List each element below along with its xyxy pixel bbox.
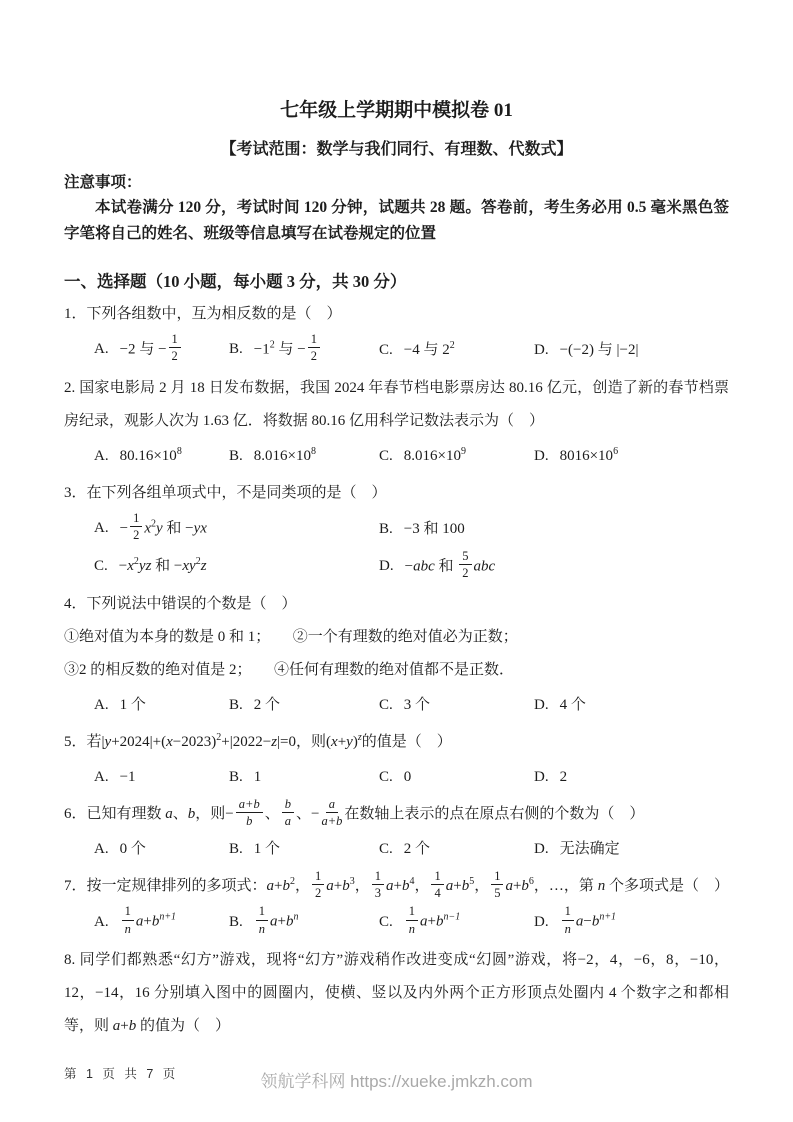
text-run: 1．下列各组数中，互为相反数的是（ ） [64, 306, 342, 322]
text-run: ①绝对值为本身的数是 0 和 1； ②一个有理数的绝对值必为正数； [64, 629, 518, 646]
math-run: a [445, 878, 454, 895]
fraction-denominator: 2 [133, 528, 140, 543]
text-run: ， [118, 985, 135, 1001]
text-run: 、 [295, 806, 311, 823]
fraction-numerator: 5 [459, 549, 471, 565]
option-label: A. [94, 913, 109, 930]
math-run: z [271, 734, 278, 751]
text-run: 分别填入图中的圆圈内，使横、竖以及内外两个正方形顶点处圈内 4 个数字之和都相等，则 [64, 985, 729, 1034]
text-run: 1 个 [253, 841, 281, 858]
fraction-numerator: b [282, 797, 294, 813]
text-run: 在数轴上表示的点在原点右侧的个数为（ ） [344, 806, 645, 823]
question [64, 726, 729, 795]
math-run: x [331, 734, 338, 751]
math-run: a [135, 913, 144, 930]
text-run: 、 [172, 806, 188, 823]
fraction-numerator: 1 [312, 869, 324, 885]
math-run: − [583, 913, 592, 930]
text-run: 2 个 [253, 697, 281, 714]
math-run: y [104, 734, 112, 751]
math-run: x [144, 520, 151, 537]
superscript: n+1 [159, 911, 177, 923]
question-stem [64, 944, 729, 1043]
text-run: ，则 [195, 806, 226, 823]
option-label: B. [229, 341, 243, 358]
fraction-numerator: a+b [236, 797, 263, 813]
fraction-numerator: 1 [491, 869, 503, 885]
math-run: − [225, 806, 234, 823]
math-run: x [166, 734, 173, 751]
math-run: 8.016×10 [403, 447, 461, 464]
option-label: B. [229, 769, 243, 786]
math-run: −3 [403, 520, 420, 537]
fraction-denominator: a+b [321, 814, 343, 829]
option-label: D. [534, 769, 549, 786]
fraction [122, 904, 134, 936]
math-run: + [143, 913, 152, 930]
math-run: +2024|+( [111, 734, 167, 751]
text-run: 2. 国家电影局 2 月 18 日发布数据，我国 2024 年春节档电影票房达 80.16 亿元，创造了新的春节档票房纪录，观影人次为 1.63 亿．将数据 80.16 亿用科学记数法表示为（ ） [64, 379, 729, 429]
option [94, 903, 229, 941]
math-run: −2023) [172, 734, 217, 751]
text-run: ， [593, 952, 610, 968]
question-options [64, 831, 729, 867]
fraction-numerator: 1 [406, 904, 418, 920]
option [379, 687, 534, 723]
option-label: D. [379, 557, 394, 574]
question [64, 477, 729, 586]
math-run: −2 [577, 952, 594, 968]
math-run: 80.16×10 [119, 447, 177, 464]
text-run: 4 个 [559, 697, 586, 714]
math-run: 16 [134, 985, 150, 1001]
math-run: 1 [253, 769, 262, 786]
math-run: a [505, 878, 513, 895]
fraction-denominator: a [284, 814, 291, 829]
text-run: ， [354, 878, 370, 895]
questions-container [64, 298, 729, 1043]
option-label: B. [229, 841, 243, 858]
superscript: 2 [289, 876, 295, 888]
math-run: b [521, 878, 529, 895]
fraction-denominator: b [246, 814, 253, 829]
math-run: b [187, 806, 196, 823]
math-run: ( [326, 734, 332, 751]
math-run: −4 [403, 341, 420, 358]
question-options [64, 759, 729, 795]
fraction [431, 869, 443, 901]
option-label: C. [94, 558, 108, 575]
math-run: ) [352, 734, 358, 751]
fraction-denominator: n [258, 921, 266, 936]
text-run: 的值是（ ） [361, 734, 452, 751]
superscript: n [293, 911, 299, 923]
math-run: − [173, 558, 183, 575]
math-run: −1 [119, 769, 136, 786]
math-run: 2 [559, 769, 568, 786]
question-stem [64, 798, 729, 831]
question-stem [64, 372, 729, 438]
math-run: b [151, 913, 160, 930]
question-stem [64, 588, 729, 621]
option [229, 831, 379, 867]
question-subline [64, 621, 729, 654]
text-run: 1 个 [119, 697, 146, 714]
math-run: b [342, 878, 350, 895]
math-run: −2 [119, 341, 136, 358]
text-run: ，则 [296, 734, 327, 751]
math-run: n [597, 878, 606, 895]
superscript: 3 [349, 876, 355, 888]
option [229, 759, 379, 795]
footer-page-number: 第 1 页 共 7 页 [64, 1067, 179, 1081]
superscript: z [357, 732, 362, 744]
math-run: + [453, 878, 462, 895]
option [534, 759, 729, 795]
text-run: 、 [264, 806, 280, 823]
math-run: b [285, 913, 294, 930]
option-label: D. [534, 447, 549, 464]
option [379, 759, 534, 795]
math-run: 8 [666, 952, 674, 968]
superscript: n+1 [599, 911, 617, 923]
math-run: + [333, 878, 343, 895]
option [379, 831, 534, 867]
option-label: A. [94, 447, 109, 464]
math-run: + [427, 913, 436, 930]
exam-scope-subtitle: 【考试范围：数学与我们同行、有理数、代数式】 [220, 141, 573, 158]
fraction-denominator: 3 [374, 886, 381, 901]
math-run: 8016×10 [559, 447, 614, 464]
superscript: 5 [469, 876, 475, 888]
question [64, 944, 729, 1043]
fraction-numerator: 1 [431, 869, 443, 885]
math-run: 8.016×10 [253, 447, 311, 464]
footer-watermark: 领航学科网 https://xueke.jmkzh.com [260, 1072, 533, 1091]
text-run: ， [673, 952, 690, 968]
math-run: yx [193, 520, 207, 537]
math-run: a [326, 878, 334, 895]
math-run: 2 [442, 341, 450, 358]
option-label: C. [379, 913, 393, 930]
text-run: 8. 同学们都熟悉“幻方”游戏，现将“幻方”游戏稍作改进变成“幻圆”游戏，将 [64, 952, 578, 968]
question-stem [64, 477, 729, 510]
option-label: B. [229, 913, 243, 930]
fraction [562, 904, 574, 936]
option [534, 438, 729, 474]
question-options [64, 687, 729, 723]
text-run: 无法确定 [559, 841, 620, 858]
math-run: a [575, 913, 584, 930]
math-run: − [158, 341, 167, 358]
text-run: ③2 的相反数的绝对值是 2； ④任何有理数的绝对值都不是正数． [64, 662, 515, 679]
superscript: 8 [310, 445, 316, 457]
math-run: a [112, 1018, 121, 1034]
option [94, 438, 229, 474]
option-label: A. [94, 841, 109, 858]
math-run: − [185, 520, 194, 537]
question [64, 798, 729, 867]
question [64, 588, 729, 723]
superscript: 2 [133, 556, 139, 568]
math-run: −14 [95, 985, 119, 1001]
math-run: a [270, 913, 278, 930]
question [64, 372, 729, 474]
fraction [459, 549, 471, 581]
option [94, 548, 379, 584]
text-run: ， [474, 878, 490, 895]
text-run: ， [617, 952, 634, 968]
fraction-denominator: n [408, 921, 416, 936]
math-run: x [127, 558, 134, 575]
option-label: B. [229, 447, 243, 464]
superscript: 2 [195, 556, 201, 568]
fraction-denominator: 2 [171, 349, 178, 364]
text-run: 与 [274, 341, 298, 358]
question-options [64, 903, 729, 941]
fraction-numerator: 1 [169, 332, 181, 348]
option-label: B. [379, 520, 393, 537]
superscript: 2 [449, 339, 455, 351]
math-run: y [155, 520, 163, 537]
question-stem [64, 726, 729, 759]
math-run: b [591, 913, 600, 930]
option [94, 687, 229, 723]
text-run: 3 个 [403, 697, 431, 714]
superscript: 9 [460, 445, 466, 457]
section-heading: 一、选择题（10 小题，每小题 3 分，共 30 分） [64, 272, 407, 291]
text-run: 6．已知有理数 [64, 806, 166, 823]
option-label: D. [534, 841, 549, 858]
math-run: | [101, 734, 105, 751]
math-run: + [120, 1018, 129, 1034]
fraction [256, 904, 268, 936]
math-run: y [346, 734, 353, 751]
text-run: 的值为（ ） [136, 1018, 230, 1034]
fraction [491, 869, 503, 901]
text-run: 和 [419, 520, 443, 537]
fraction-denominator: n [124, 921, 131, 936]
math-run: |−2| [616, 341, 639, 358]
text-run: ，…，第 [533, 878, 598, 895]
text-run: 和 [151, 558, 174, 575]
option-label: C. [379, 769, 393, 786]
option [229, 331, 379, 369]
question [64, 870, 729, 941]
math-run: −1 [253, 341, 270, 358]
option-label: A. [94, 520, 109, 537]
superscript: 2 [216, 732, 222, 744]
option-label: B. [229, 697, 243, 714]
notice-label: 注意事项： [64, 174, 142, 191]
notice-body: 本试卷满分 120 分，考试时间 120 分钟，试题共 28 题。答卷前，考生务必用 0.5 毫米黑色签字笔将自己的姓名、班级等信息填写在试卷规定的位置 [64, 199, 729, 242]
fraction-denominator: n [564, 921, 571, 936]
superscript: 6 [613, 445, 619, 457]
fraction [236, 797, 263, 829]
math-run: 0 [403, 769, 412, 786]
fraction-numerator: 1 [308, 332, 320, 348]
fraction-denominator: 5 [494, 886, 501, 901]
text-run: 2 个 [403, 841, 431, 858]
math-run: b [435, 913, 444, 930]
math-run: − [119, 520, 129, 537]
question [64, 298, 729, 369]
math-run: yz [138, 558, 152, 575]
math-run: + [512, 878, 522, 895]
math-run: a [266, 878, 275, 895]
option [534, 831, 729, 867]
text-run: 和 [434, 557, 458, 574]
option [379, 548, 729, 586]
math-run: abc [473, 557, 496, 574]
option-label: C. [379, 841, 393, 858]
option [534, 332, 729, 368]
option-label: D. [534, 697, 549, 714]
math-run: −(−2) [559, 341, 595, 358]
option [94, 331, 229, 369]
option [229, 438, 379, 474]
question-options [64, 438, 729, 474]
option [534, 903, 729, 941]
superscript: n−1 [443, 911, 461, 923]
math-run: − [404, 557, 414, 574]
fraction-numerator: 1 [256, 904, 268, 920]
fraction-denominator: 2 [315, 886, 322, 901]
math-run: |=0 [277, 734, 296, 751]
option-label: D. [534, 341, 549, 358]
text-run: 0 个 [119, 841, 146, 858]
option [379, 332, 534, 368]
option-label: D. [534, 913, 549, 930]
option [379, 511, 729, 547]
text-run: 3．在下列各组单项式中，不是同类项的是（ ） [64, 484, 387, 501]
option-label: A. [94, 341, 109, 358]
option [94, 759, 229, 795]
text-run: 与 [594, 341, 617, 358]
question-options [64, 331, 729, 369]
math-run: b [401, 878, 410, 895]
math-run: −10 [689, 952, 714, 968]
math-run: + [274, 878, 283, 895]
math-run: b [461, 878, 470, 895]
math-run: b [128, 1018, 137, 1034]
text-run: ， [649, 952, 667, 968]
text-run: 5．若 [64, 734, 102, 751]
math-run: + [393, 878, 402, 895]
text-run: 4．下列说法中错误的个数是（ ） [64, 596, 297, 613]
fraction-numerator: 1 [562, 904, 574, 920]
math-run: +|2022− [221, 734, 272, 751]
math-run: z [200, 558, 207, 575]
option [229, 687, 379, 723]
math-run: 12 [64, 985, 79, 1001]
fraction-denominator: 4 [434, 886, 441, 901]
text-run: ， [294, 878, 310, 895]
option [94, 831, 229, 867]
math-run: −6 [633, 952, 650, 968]
fraction [312, 869, 324, 901]
option-label: A. [94, 769, 109, 786]
fraction [321, 797, 342, 829]
math-run: abc [413, 557, 435, 574]
superscript: 4 [409, 876, 415, 888]
option-label: A. [94, 697, 109, 714]
superscript: 2 [150, 518, 156, 530]
superscript: 6 [528, 876, 534, 888]
option-label: C. [379, 697, 393, 714]
math-run: 4 [609, 952, 618, 968]
math-run: a [420, 913, 428, 930]
math-run: 100 [442, 520, 465, 537]
superscript: 8 [176, 445, 182, 457]
text-run: 与 [419, 341, 443, 358]
math-run: a [165, 806, 173, 823]
math-run: − [118, 558, 128, 575]
question-stem [64, 298, 729, 331]
fraction [130, 511, 142, 543]
option [94, 510, 379, 548]
text-run: 和 [162, 520, 186, 537]
fraction [308, 332, 320, 364]
option-label: C. [379, 341, 393, 358]
text-run: ， [713, 952, 729, 968]
fraction [372, 869, 384, 901]
text-run: ， [79, 985, 96, 1001]
question-stem [64, 870, 729, 903]
fraction [406, 904, 418, 936]
fraction-numerator: 1 [372, 869, 384, 885]
fraction-denominator: 2 [310, 349, 317, 364]
option [229, 903, 379, 941]
option [379, 438, 534, 474]
page-title: 七年级上学期期中模拟卷 01 [280, 100, 513, 121]
option [534, 687, 729, 723]
fraction [282, 797, 294, 829]
text-run: 个多项式是（ ） [605, 878, 729, 895]
question-subline [64, 654, 729, 687]
option [379, 903, 534, 941]
math-run: a [385, 878, 394, 895]
math-run: + [277, 913, 286, 930]
text-run: ， [414, 878, 430, 895]
question-options [64, 510, 729, 586]
math-run: − [297, 341, 306, 358]
text-run: 7．按一定规律排列的多项式： [64, 878, 267, 895]
fraction-denominator: 2 [462, 565, 469, 580]
fraction [169, 332, 181, 364]
text-run: 与 [135, 341, 159, 358]
fraction-numerator: 1 [122, 904, 134, 920]
math-run: b [282, 878, 290, 895]
fraction-numerator: 1 [130, 511, 142, 527]
fraction-numerator: a [326, 797, 338, 813]
option-label: C. [379, 447, 393, 464]
math-run: + [337, 734, 347, 751]
superscript: 2 [269, 339, 275, 351]
math-run: xy [182, 558, 196, 575]
math-run: − [310, 806, 320, 823]
